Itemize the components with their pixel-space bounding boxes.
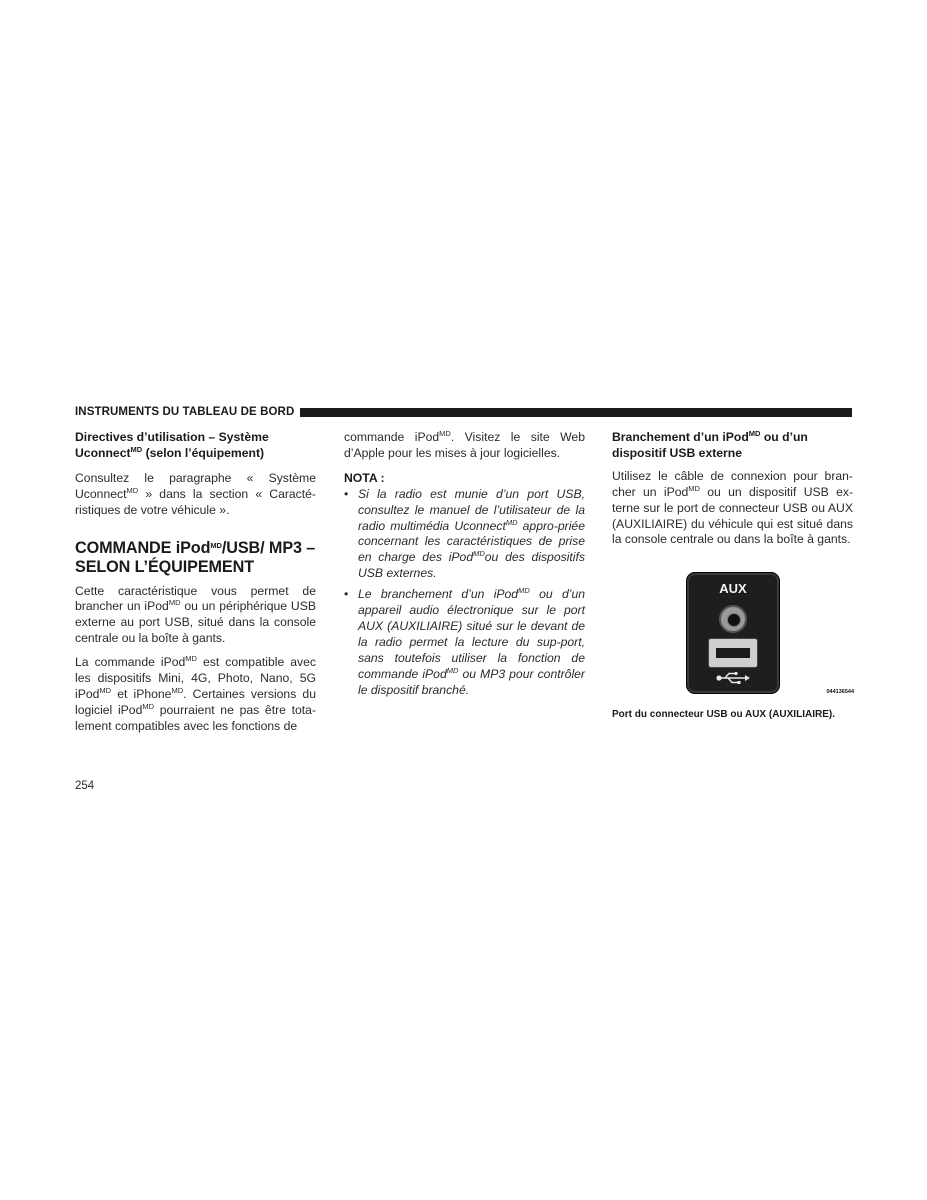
paragraph-uconnect: Consultez le paragraphe « Système Uconnect$^{MD}$ » dans la section « Caracté-ristiques de votre véhicule ». <box>75 470 316 517</box>
notes-list <box>344 487 585 699</box>
figure-id: 044136544 <box>826 689 854 696</box>
column-2 <box>344 430 585 699</box>
usb-symbol-icon <box>715 671 751 685</box>
paragraph-connection: Utilisez le câble de connexion pour bran-cher un iPod$^{MD}$ ou un dispositif USB ex-terne sur le port de connecteur USB ou AUX (AUXILIAIRE) du véhicule qui est situé dans la console centrale ou dans la boîte à gants. <box>612 468 854 547</box>
aux-label: AUX <box>719 581 747 597</box>
paragraph-feature: Cette caractéristique vous permet de brancher un iPod$^{MD}$ ou un périphérique USB externe au port USB, situé dans la console centrale ou la boîte à gants. <box>75 583 316 646</box>
aux-jack-icon <box>719 605 747 633</box>
figure-caption: Port du connecteur USB ou AUX (AUXILIAIRE). <box>612 709 835 721</box>
list-item: • Le branchement d’un iPod$^{MD}$ ou d’un appareil audio électronique sur le port AUX (AUXILIAIRE) situé sur le devant de la radio permet la lecture du sup-port, sans toutefois utiliser la fonction de commande iPod$^{MD}$ ou MP3 pour contrôler le dispositif branché. <box>344 586 585 697</box>
column-1 <box>75 430 316 735</box>
paragraph-compatibility: La commande iPod$^{MD}$ est compatible avec les dispositifs Mini, 4G, Photo, Nano, 5G iPod$^{MD}$ et iPhone$^{MD}$. Certaines versions du logiciel iPod$^{MD}$ pourraient ne pas être tota-lement compatibles avec les fonctions de <box>75 654 316 733</box>
page-number: 254 <box>75 780 95 792</box>
header-title: INSTRUMENTS DU TABLEAU DE BORD <box>75 406 295 418</box>
section-title-ipod: COMMANDE iPod$^{MD}$/USB/ MP3 – SELON L’ÉQUIPEMENT <box>75 538 316 577</box>
column-3 <box>612 430 853 721</box>
nota-label: NOTA : <box>344 470 385 485</box>
usb-port-icon <box>708 638 758 668</box>
usb-aux-figure <box>612 572 853 704</box>
running-header <box>75 405 852 419</box>
aux-usb-panel <box>686 572 780 694</box>
subheading-connection: Branchement d’un iPod$^{MD}$ ou d’un dispositif USB externe <box>612 429 808 460</box>
paragraph-apple: commande iPod$^{MD}$. Visitez le site Web d’Apple pour les mises à jour logicielles. <box>344 429 585 460</box>
list-item: • Si la radio est munie d’un port USB, consultez le manuel de l’utilisateur de la radio multimédia Uconnect$^{MD}$ appro-priée concernant les caractéristiques de prise en charge des iPod$^{MD}$ou des dispositifs USB externes. <box>344 486 585 581</box>
header-rule <box>300 408 852 417</box>
subheading-uconnect: Directives d’utilisation – Système Uconnect$^{MD}$ (selon l’équipement) <box>75 430 269 460</box>
